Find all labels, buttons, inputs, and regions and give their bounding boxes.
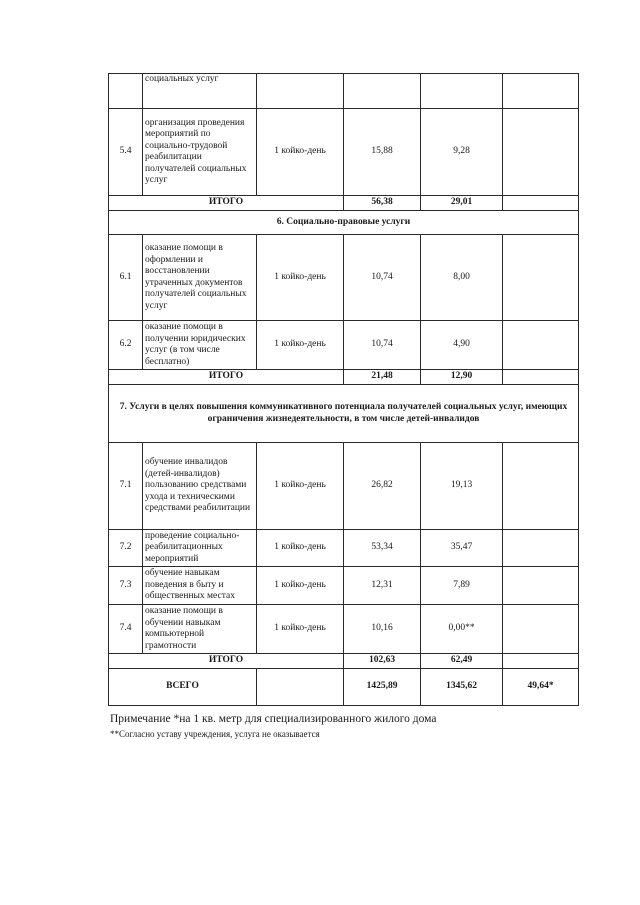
- total-value: [503, 654, 579, 669]
- total-row: [109, 370, 579, 385]
- unit-cell: 1 койко-день: [257, 321, 344, 370]
- table-row: [109, 109, 579, 196]
- unit-cell: 1 койко-день: [257, 443, 344, 530]
- value-cell: 7,89: [421, 567, 503, 605]
- total-value: 29,01: [421, 196, 503, 211]
- row-number: 6.2: [109, 321, 143, 370]
- total-row: [109, 654, 579, 669]
- unit-cell: 1 койко-день: [257, 605, 344, 654]
- total-label: ИТОГО: [109, 370, 344, 385]
- value-cell: 10,16: [344, 605, 421, 654]
- value-cell: [503, 321, 579, 370]
- unit-cell: 1 койко-день: [257, 109, 344, 196]
- value-cell: 19,13: [421, 443, 503, 530]
- total-label: ИТОГО: [109, 196, 344, 211]
- grand-total-value: 49,64*: [503, 669, 579, 706]
- service-name: оказание помощи в обучении навыкам компьютерной грамотности: [143, 605, 257, 654]
- value-cell: 15,88: [344, 109, 421, 196]
- table-row: [109, 74, 579, 109]
- service-name: оказание помощи в оформлении и восстановлении утраченных документов получателей социальных услуг: [143, 235, 257, 321]
- table-row: [109, 530, 579, 567]
- value-cell: [503, 605, 579, 654]
- value-cell: 10,74: [344, 235, 421, 321]
- total-value: 21,48: [344, 370, 421, 385]
- section-title: 6. Социально-правовые услуги: [109, 211, 579, 235]
- total-label: ИТОГО: [109, 654, 344, 669]
- value-cell: [503, 235, 579, 321]
- service-name: социальных услуг: [143, 74, 257, 109]
- row-number: 7.4: [109, 605, 143, 654]
- total-value: 12,90: [421, 370, 503, 385]
- row-number: 6.1: [109, 235, 143, 321]
- section-header: [109, 211, 579, 235]
- section-header: [109, 385, 579, 443]
- value-cell: [503, 443, 579, 530]
- total-value: 56,38: [344, 196, 421, 211]
- row-number: 5.4: [109, 109, 143, 196]
- grand-total-value: 1345,62: [421, 669, 503, 706]
- total-value: [503, 196, 579, 211]
- value-cell: 0,00**: [421, 605, 503, 654]
- table-row: [109, 235, 579, 321]
- row-number: 7.2: [109, 530, 143, 567]
- value-cell: 8,00: [421, 235, 503, 321]
- value-cell: 9,28: [421, 109, 503, 196]
- service-name: оказание помощи в получении юридических услуг (в том числе бесплатно): [143, 321, 257, 370]
- section-title: 7. Услуги в целях повышения коммуникативного потенциала получателей социальных услуг, имеющих ограничения жизнедеятельности, в том числе детей-инвалидов: [109, 385, 579, 443]
- row-number: [109, 74, 143, 109]
- total-value: 102,63: [344, 654, 421, 669]
- unit-cell: 1 койко-день: [257, 530, 344, 567]
- row-number: 7.1: [109, 443, 143, 530]
- table-row: [109, 321, 579, 370]
- value-cell: 35,47: [421, 530, 503, 567]
- value-cell: 26,82: [344, 443, 421, 530]
- unit-cell: 1 койко-день: [257, 235, 344, 321]
- footnote-service: **Согласно уставу учреждения, услуга не оказывается: [110, 729, 320, 739]
- tariff-table: [108, 73, 579, 706]
- value-cell: 53,34: [344, 530, 421, 567]
- value-cell: 10,74: [344, 321, 421, 370]
- total-row: [109, 196, 579, 211]
- service-name: обучение навыкам поведения в быту и общественных местах: [143, 567, 257, 605]
- table-row: [109, 443, 579, 530]
- service-name: проведение социально-реабилитационных мероприятий: [143, 530, 257, 567]
- value-cell: [503, 530, 579, 567]
- unit-cell: 1 койко-день: [257, 567, 344, 605]
- value-cell: [503, 109, 579, 196]
- grand-total-value: 1425,89: [344, 669, 421, 706]
- value-cell: [503, 567, 579, 605]
- row-number: 7.3: [109, 567, 143, 605]
- grand-total-row: [109, 669, 579, 706]
- total-value: [503, 370, 579, 385]
- total-value: 62,49: [421, 654, 503, 669]
- table-row: [109, 567, 579, 605]
- service-name: организация проведения мероприятий по социально-трудовой реабилитации получателей социальных услуг: [143, 109, 257, 196]
- footnote-note: Примечание *на 1 кв. метр для специализированного жилого дома: [110, 713, 437, 725]
- value-cell: 12,31: [344, 567, 421, 605]
- table-row: [109, 605, 579, 654]
- grand-total-label: ВСЕГО: [109, 669, 257, 706]
- value-cell: 4,90: [421, 321, 503, 370]
- service-name: обучение инвалидов (детей-инвалидов) пользованию средствами ухода и техническими средствами реабилитации: [143, 443, 257, 530]
